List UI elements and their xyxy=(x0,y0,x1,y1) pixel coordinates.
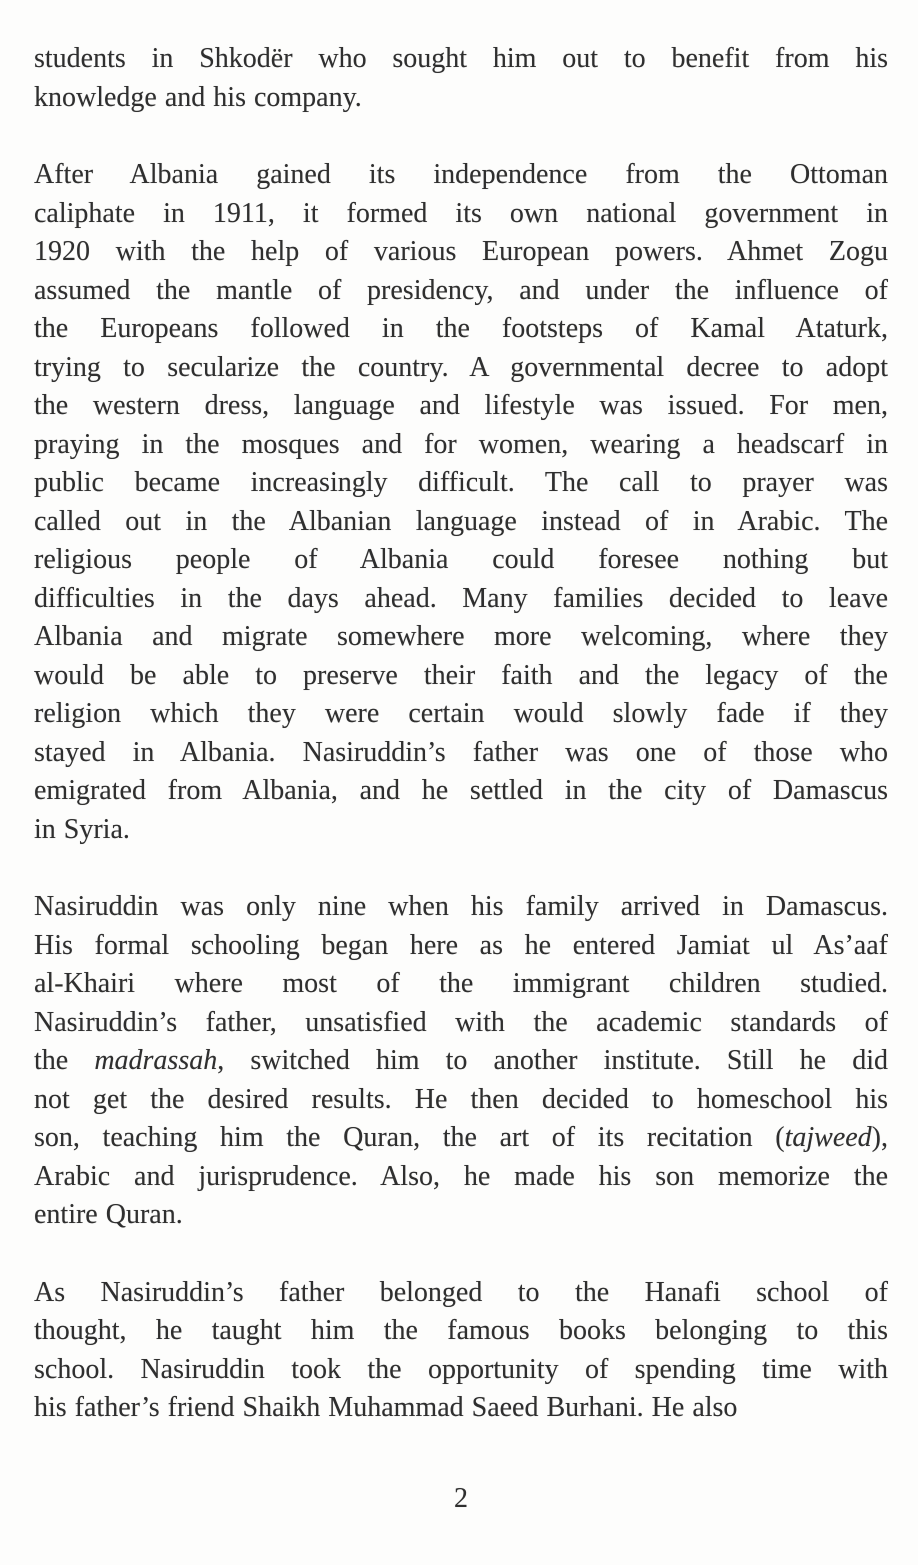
paragraph xyxy=(34,888,888,1235)
paragraph xyxy=(34,156,888,849)
italic-term: madrassah xyxy=(94,1045,218,1076)
text-block xyxy=(34,40,888,1428)
text-line: Arabic and jurisprudence. Also, he made his son memorize the xyxy=(34,1160,888,1192)
text-line: religion which they were certain would slowly fade if they xyxy=(34,698,888,729)
text-line: His formal schooling began here as he entered Jamiat ul As’aaf xyxy=(34,929,888,961)
text-line: Nasiruddin was only nine when his family arrived in Damascus. xyxy=(34,891,888,922)
text-line: assumed the mantle of presidency, and under the influence of xyxy=(34,274,888,306)
text-line: emigrated from Albania, and he settled in the city of Damascus xyxy=(34,775,888,806)
text-line: After Albania gained its independence from the Ottoman xyxy=(34,159,888,190)
text-line: the western dress, language and lifestyle was issued. For men, xyxy=(34,390,888,421)
text-line: not get the desired results. He then decided to homeschool his xyxy=(34,1083,888,1115)
text-line: students in Shkodër who sought him out to benefit from his xyxy=(34,43,888,74)
text-line: entire Quran. xyxy=(34,1199,183,1230)
text-line: school. Nasiruddin took the opportunity of spending time with xyxy=(34,1353,888,1385)
text-line: his father’s friend Shaikh Muhammad Saeed Burhani. He also xyxy=(34,1392,738,1423)
text-line: would be able to preserve their faith and the legacy of the xyxy=(34,659,888,691)
text-line: Albania and migrate somewhere more welcoming, where they xyxy=(34,621,888,652)
page-number: 2 xyxy=(454,1482,468,1514)
text-line: son, teaching him the Quran, the art of its recitation (tajweed), xyxy=(34,1122,888,1153)
text-line: thought, he taught him the famous books belonging to this xyxy=(34,1315,888,1346)
text-line: praying in the mosques and for women, wearing a headscarf in xyxy=(34,428,888,460)
text-line: religious people of Albania could foresee nothing but xyxy=(34,544,888,575)
text-line: al-Khairi where most of the immigrant children studied. xyxy=(34,968,888,999)
text-line: difficulties in the days ahead. Many families decided to leave xyxy=(34,582,888,614)
text-line: Nasiruddin’s father, unsatisfied with the academic standards of xyxy=(34,1006,888,1038)
italic-term: tajweed xyxy=(784,1122,872,1153)
text-line: public became increasingly difficult. The call to prayer was xyxy=(34,467,888,498)
text-line: 1920 with the help of various European powers. Ahmet Zogu xyxy=(34,236,888,267)
paragraph xyxy=(34,40,888,117)
text-line: caliphate in 1911, it formed its own national government in xyxy=(34,197,888,229)
text-line: As Nasiruddin’s father belonged to the Hanafi school of xyxy=(34,1276,888,1308)
text-line: called out in the Albanian language instead of in Arabic. The xyxy=(34,505,888,537)
text-line: in Syria. xyxy=(34,813,130,845)
text-line: trying to secularize the country. A governmental decree to adopt xyxy=(34,351,888,383)
text-line: the Europeans followed in the footsteps of Kamal Ataturk, xyxy=(34,313,888,344)
text-line: the madrassah, switched him to another institute. Still he did xyxy=(34,1045,888,1076)
text-line: knowledge and his company. xyxy=(34,81,362,113)
paragraph xyxy=(34,1274,888,1428)
text-line: stayed in Albania. Nasiruddin’s father was one of those who xyxy=(34,736,888,768)
page-footer xyxy=(34,1480,888,1519)
